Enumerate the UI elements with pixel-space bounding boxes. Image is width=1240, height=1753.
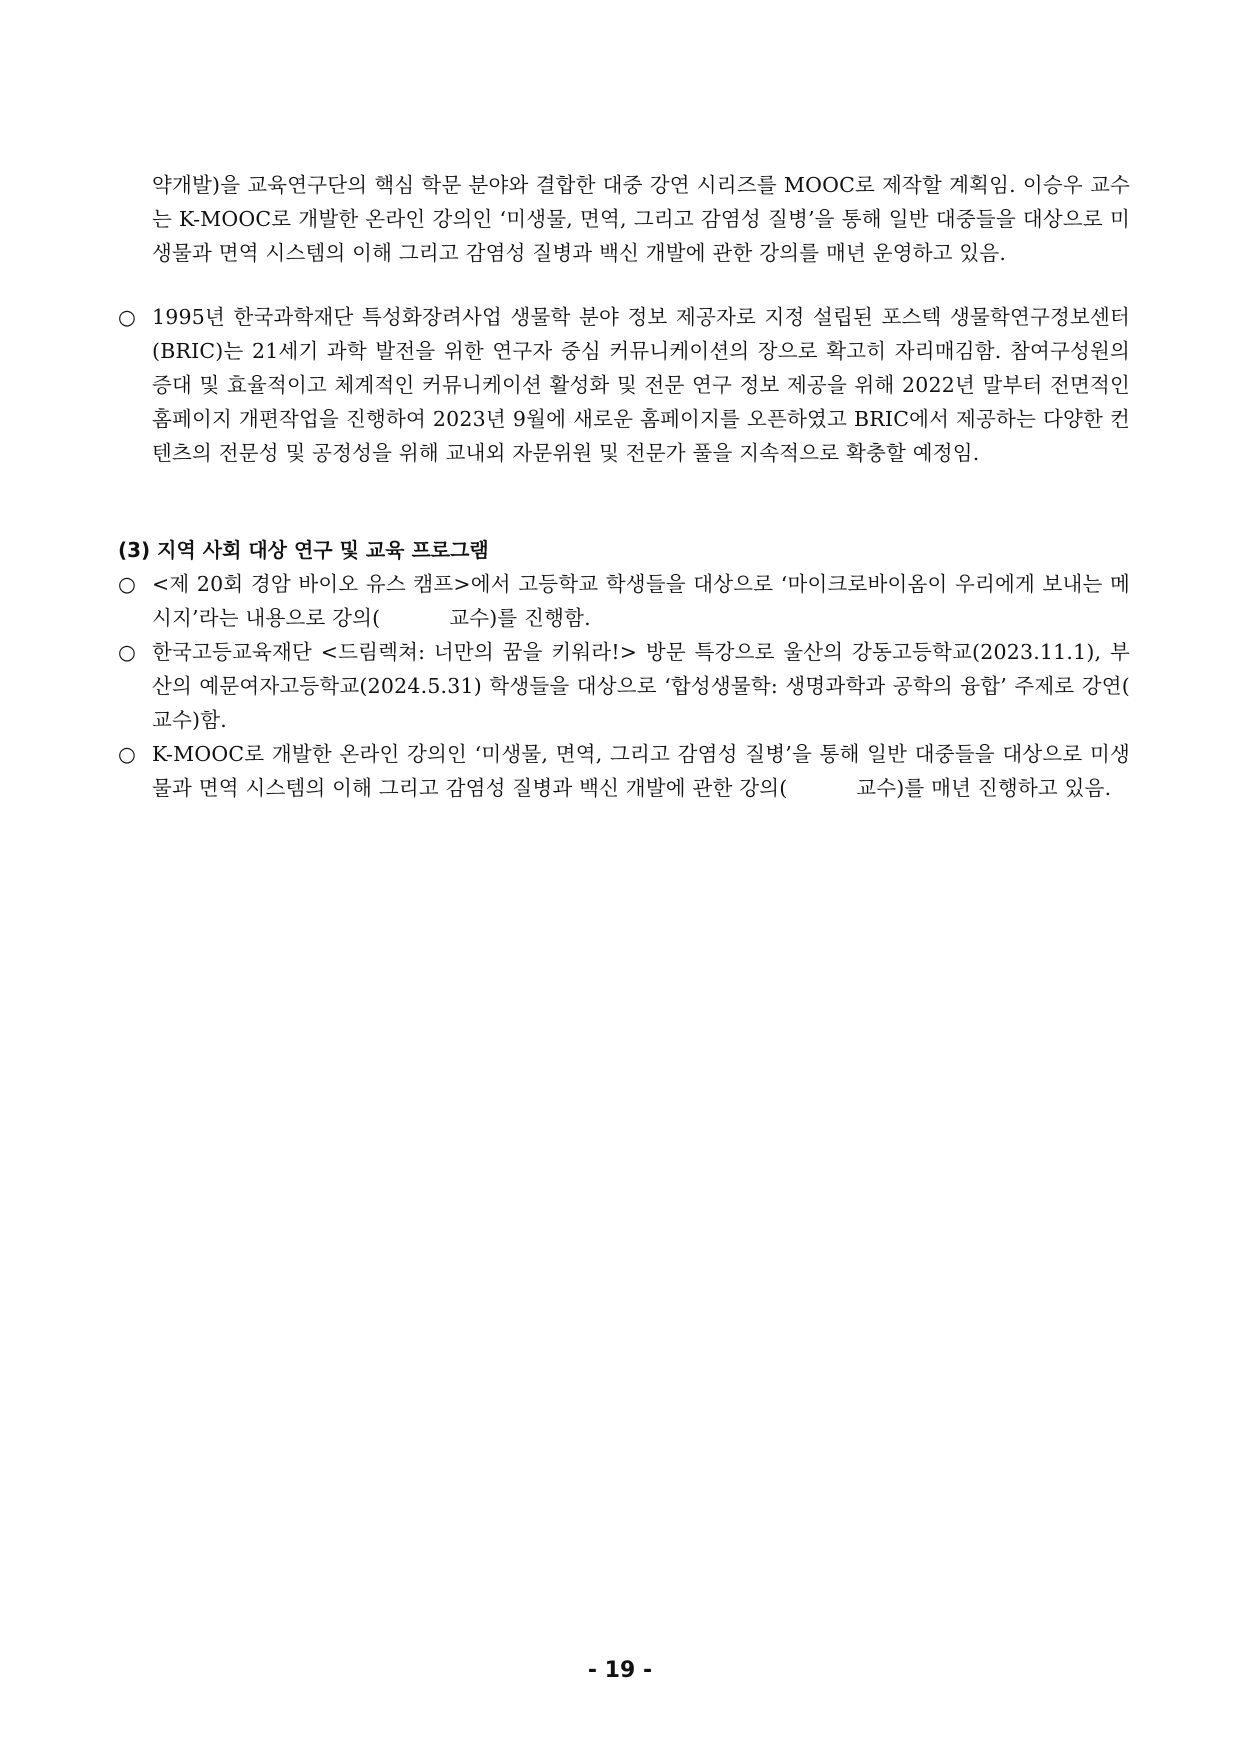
bric-paragraph: 1995년 한국과학재단 특성화장려사업 생물학 분야 정보 제공자로 지정 설립된 포스텍 생물학연구정보센터(BRIC)는 21세기 과학 발전을 위한 연구자 중심 커뮤니케이션의 장으로 확고히 자리매김함. 참여구성원의 증대 및 효율적이고 체계적인 커뮤니케이션 활성화 및 전문 연구 정보 제공을 위해 2022년 말부터 전면적인 홈페이지 개편작업을 진행하여 2023년 9월에 새로운 홈페이지를 오픈하였고 BRIC에서 제공하는 다양한 컨텐츠의 전문성 및 공정성을 위해 교내외 자문위원 및 전문가 풀을 지속적으로 확충할 예정임. bbox=[152, 305, 1130, 465]
circle-bullet-icon: ○ bbox=[118, 640, 137, 664]
circle-bullet-icon: ○ bbox=[118, 742, 137, 766]
program-item-text: 한국고등교육재단 <드림렉쳐: 너만의 꿈을 키워라!> 방문 특강으로 울산의 강동고등학교(2023.11.1), 부산의 예문여자고등학교(2024.5.31) 학생들을 대상으로 ‘합성생물학: 생명과학과 공학의 융합’ 주제로 강연( 교수)함. bbox=[152, 640, 1199, 732]
section-3 bbox=[118, 533, 1130, 567]
bric-item bbox=[118, 300, 1130, 470]
circle-bullet-icon: ○ bbox=[118, 305, 137, 329]
mooc-paragraph: 약개발)을 교육연구단의 핵심 학문 분야와 결합한 대중 강연 시리즈를 MOOC로 제작할 계획임. 이승우 교수는 K-MOOC로 개발한 온라인 강의인 ‘미생물, 면역, 그리고 감염성 질병’을 통해 일반 대중들을 대상으로 미생물과 면역 시스템의 이해 그리고 감염성 질병과 백신 개발에 관한 강의를 매년 운영하고 있음. bbox=[152, 173, 1130, 265]
circle-bullet-icon: ○ bbox=[118, 572, 137, 596]
program-item-1 bbox=[118, 567, 1130, 635]
program-item-text: <제 20회 경암 바이오 유스 캠프>에서 고등학교 학생들을 대상으로 ‘마이크로바이옴이 우리에게 보내는 메시지’라는 내용으로 강의( 교수)를 진행함. bbox=[152, 572, 1130, 630]
program-item-2 bbox=[118, 635, 1199, 737]
program-item-text: K-MOOC로 개발한 온라인 강의인 ‘미생물, 면역, 그리고 감염성 질병’을 통해 일반 대중들을 대상으로 미생물과 면역 시스템의 이해 그리고 감염성 질병과 백신 개발에 관한 강의( 교수)를 매년 진행하고 있음. bbox=[152, 742, 1130, 800]
page-number: - 19 - bbox=[587, 1658, 653, 1683]
section-heading: (3) 지역 사회 대상 연구 및 교육 프로그램 bbox=[118, 538, 489, 562]
program-item-3 bbox=[118, 737, 1130, 805]
section-continuation bbox=[118, 168, 1130, 270]
